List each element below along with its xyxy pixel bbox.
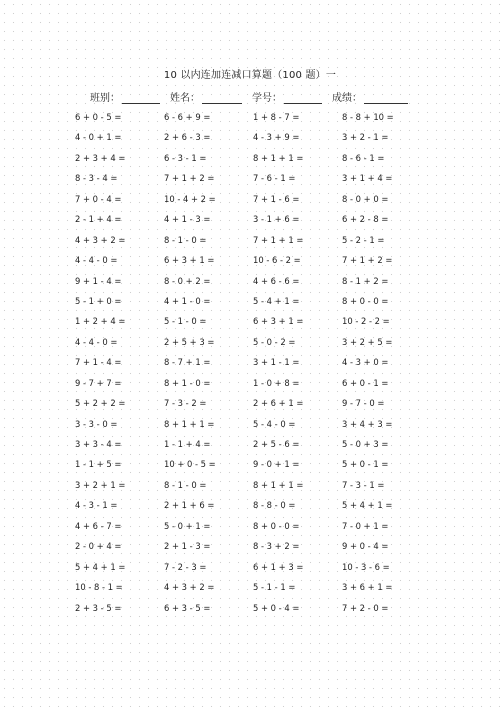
math-problem: 4 - 4 - 0 = [75, 336, 118, 347]
math-problem: 10 - 4 + 2 = [164, 193, 216, 204]
math-problem: 9 - 7 + 7 = [75, 377, 122, 388]
math-problem: 6 + 3 - 5 = [164, 602, 211, 613]
math-problem: 5 - 0 + 1 = [164, 520, 211, 531]
math-problem: 5 + 4 + 1 = [75, 561, 126, 572]
math-problem: 7 + 2 - 0 = [342, 602, 389, 613]
math-problem: 8 + 1 + 1 = [253, 479, 304, 490]
math-problem: 2 + 1 + 6 = [164, 500, 215, 511]
class-field [90, 89, 160, 104]
math-problem: 5 - 0 + 3 = [342, 439, 389, 449]
math-problem: 2 + 6 - 3 = [164, 132, 211, 143]
math-problem: 10 - 3 - 6 = [342, 561, 390, 572]
math-problem: 4 + 3 + 2 = [164, 582, 215, 593]
math-problem: 10 - 2 - 2 = [342, 316, 390, 327]
math-problem: 9 - 0 + 1 = [253, 459, 300, 470]
math-problem: 1 + 8 - 7 = [253, 112, 300, 122]
math-problem: 2 + 3 + 4 = [75, 152, 126, 163]
math-problem: 6 - 3 - 1 = [164, 152, 207, 163]
math-problem: 7 + 1 + 1 = [253, 234, 304, 245]
math-problem: 7 + 1 + 2 = [164, 173, 215, 184]
math-problem: 2 - 1 + 4 = [75, 214, 122, 225]
math-problem: 2 + 5 - 6 = [253, 439, 300, 449]
math-problem: 6 + 3 + 1 = [164, 255, 215, 266]
math-problem: 3 - 1 + 6 = [253, 214, 300, 225]
math-problem: 3 + 2 + 1 = [75, 479, 126, 490]
class-label: 班别： [90, 93, 120, 104]
math-problem: 1 + 2 + 4 = [75, 316, 126, 327]
math-problem: 5 - 2 - 1 = [342, 234, 385, 245]
math-problem: 6 + 3 + 1 = [253, 316, 304, 327]
math-problem: 7 + 1 + 2 = [342, 255, 393, 266]
math-problem: 3 + 3 - 4 = [75, 439, 122, 449]
math-problem: 10 - 6 - 2 = [253, 255, 301, 266]
math-problem: 7 + 1 - 4 = [75, 357, 122, 368]
math-problem: 8 - 1 - 0 = [164, 479, 207, 490]
math-problem: 3 + 4 + 3 = [342, 418, 393, 429]
name-field [170, 89, 242, 104]
math-problem: 4 + 1 - 3 = [164, 214, 211, 225]
math-problem: 5 - 0 - 2 = [253, 336, 296, 347]
math-problem: 9 + 1 - 4 = [75, 275, 122, 286]
math-problem: 9 + 0 - 4 = [342, 541, 389, 552]
math-problem: 6 - 6 + 9 = [164, 112, 211, 122]
math-problem: 5 - 1 - 0 = [164, 316, 207, 327]
math-problem: 4 - 0 + 1 = [75, 132, 122, 143]
score-blank[interactable] [364, 93, 408, 104]
math-problem: 5 - 4 - 0 = [253, 418, 296, 429]
student-id-blank[interactable] [284, 93, 322, 104]
math-problem: 4 - 4 - 0 = [75, 255, 118, 266]
math-problem: 2 + 1 - 3 = [164, 541, 211, 552]
math-problem: 7 - 3 - 2 = [164, 398, 207, 409]
math-problem: 1 - 1 + 4 = [164, 439, 211, 449]
math-problem: 5 + 0 - 4 = [253, 602, 300, 613]
student-id-field [252, 89, 322, 104]
math-problem: 6 + 2 - 8 = [342, 214, 389, 225]
math-problem: 2 - 0 + 4 = [75, 541, 122, 552]
student-id-label: 学号： [252, 93, 282, 104]
math-problem: 8 + 1 + 1 = [164, 418, 215, 429]
math-problem: 8 - 3 - 4 = [75, 173, 118, 184]
score-label: 成绩： [332, 93, 362, 104]
student-info-row [90, 89, 420, 104]
math-problem: 8 - 8 + 10 = [342, 112, 394, 122]
math-problem: 7 - 2 - 3 = [164, 561, 207, 572]
math-problem: 3 + 1 - 1 = [253, 357, 300, 368]
math-problem: 8 - 8 - 0 = [253, 500, 296, 511]
math-problem: 3 + 2 + 5 = [342, 336, 393, 347]
math-problem: 5 - 1 - 1 = [253, 582, 296, 593]
math-problem: 8 + 1 - 0 = [164, 377, 211, 388]
math-problem: 8 - 1 + 2 = [342, 275, 389, 286]
math-problem: 4 + 1 - 0 = [164, 295, 211, 306]
math-problem: 4 + 6 - 6 = [253, 275, 300, 286]
math-problem: 2 + 3 - 5 = [75, 602, 122, 613]
math-problem: 7 - 6 - 1 = [253, 173, 296, 184]
name-blank[interactable] [202, 93, 242, 104]
math-problem: 8 - 1 - 0 = [164, 234, 207, 245]
math-problem: 8 - 7 + 1 = [164, 357, 211, 368]
math-problem: 3 + 2 - 1 = [342, 132, 389, 143]
math-problem: 5 - 1 + 0 = [75, 295, 122, 306]
math-problem: 8 + 0 - 0 = [253, 520, 300, 531]
math-problem: 5 - 4 + 1 = [253, 295, 300, 306]
math-problem: 7 - 3 - 1 = [342, 479, 385, 490]
math-problem: 8 - 6 - 1 = [342, 152, 385, 163]
class-blank[interactable] [122, 93, 160, 104]
math-problem: 4 + 6 - 7 = [75, 520, 122, 531]
math-problem: 3 + 6 + 1 = [342, 582, 393, 593]
math-problem: 8 + 1 + 1 = [253, 152, 304, 163]
math-problem: 1 - 1 + 5 = [75, 459, 122, 470]
math-problem: 8 + 0 - 0 = [342, 295, 389, 306]
math-problem: 9 - 7 - 0 = [342, 398, 385, 409]
name-label: 姓名： [170, 93, 200, 104]
math-problem: 4 - 3 + 9 = [253, 132, 300, 143]
math-problem: 10 + 0 - 5 = [164, 459, 216, 470]
math-problem: 8 - 0 + 0 = [342, 193, 389, 204]
math-problem: 8 - 0 + 2 = [164, 275, 211, 286]
math-problem: 10 - 8 - 1 = [75, 582, 123, 593]
math-problem: 6 + 0 - 5 = [75, 112, 122, 122]
math-problem: 3 + 1 + 4 = [342, 173, 393, 184]
math-problem: 8 - 3 + 2 = [253, 541, 300, 552]
math-problem: 3 - 3 - 0 = [75, 418, 118, 429]
math-problem: 1 - 0 + 8 = [253, 377, 300, 388]
math-problem: 4 - 3 - 1 = [75, 500, 118, 511]
math-problem: 7 - 0 + 1 = [342, 520, 389, 531]
math-problem: 2 + 6 + 1 = [253, 398, 304, 409]
math-problem: 5 + 2 + 2 = [75, 398, 126, 409]
math-problem: 5 + 4 + 1 = [342, 500, 393, 511]
math-problem: 6 + 0 - 1 = [342, 377, 389, 388]
math-problem: 5 + 0 - 1 = [342, 459, 389, 470]
problem-grid [75, 112, 435, 623]
math-problem: 2 + 5 + 3 = [164, 336, 215, 347]
math-problem: 7 + 0 - 4 = [75, 193, 122, 204]
math-problem: 4 + 3 + 2 = [75, 234, 126, 245]
math-problem: 6 + 1 + 3 = [253, 561, 304, 572]
worksheet-title: 10 以内连加连减口算题（100 题）一 [163, 70, 337, 81]
math-problem: 4 - 3 + 0 = [342, 357, 389, 368]
score-field [332, 89, 408, 104]
math-problem: 7 + 1 - 6 = [253, 193, 300, 204]
